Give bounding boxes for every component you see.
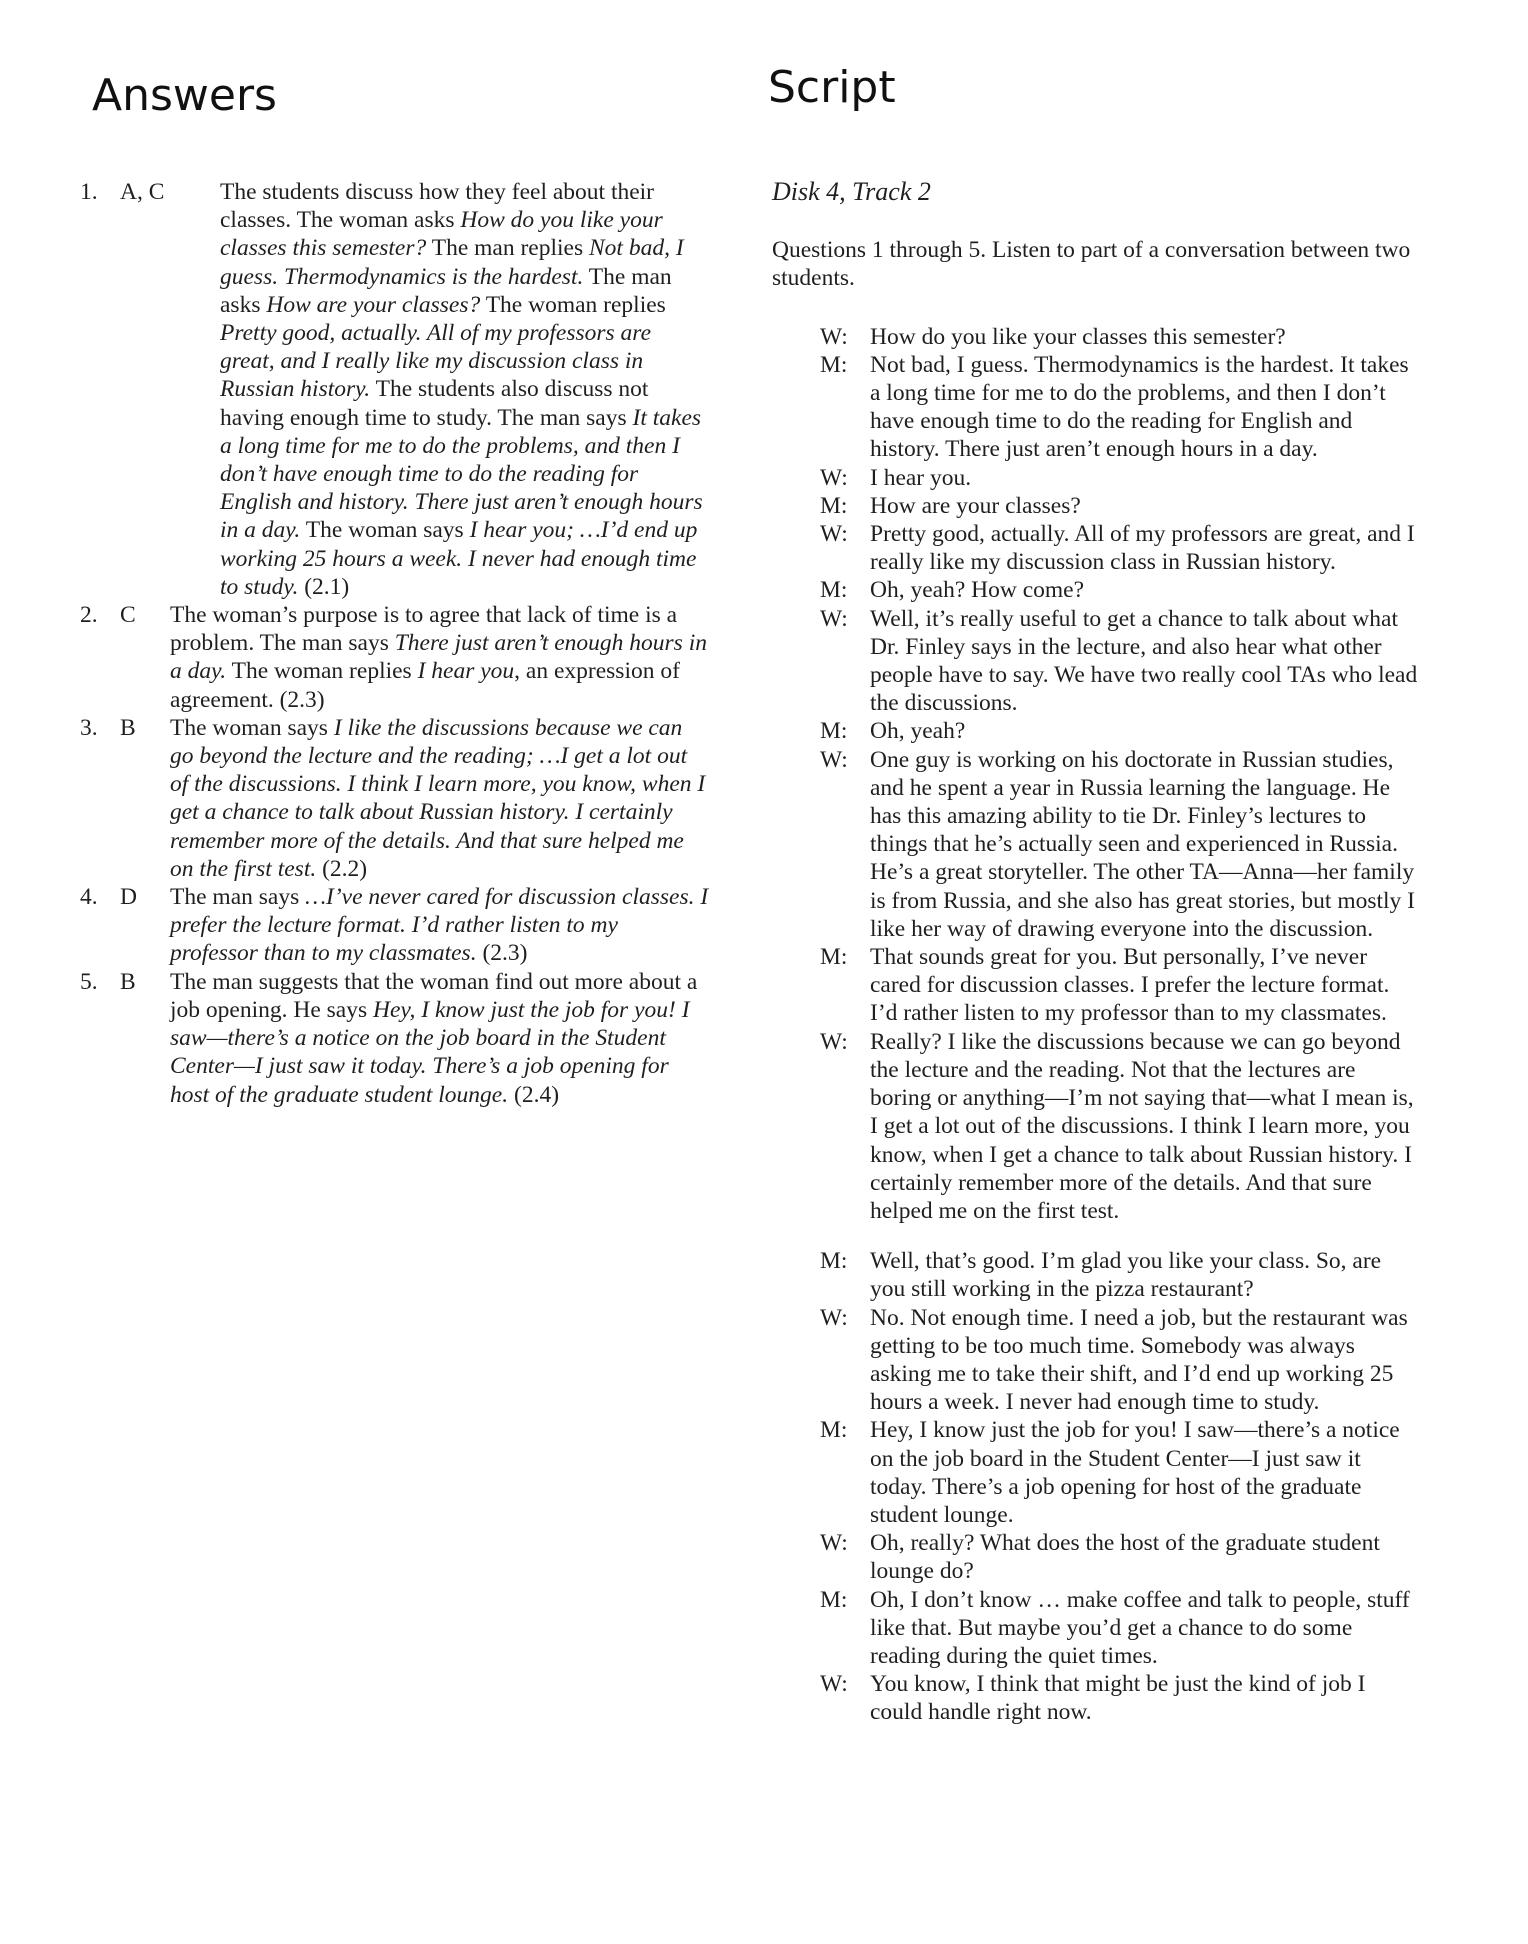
explanation-text: The woman’s purpose is to agree that lack of time is a problem. The man says [170, 602, 678, 657]
quoted-text: There just aren’t enough hours in a day. [170, 630, 707, 685]
answers-heading: Answers [92, 70, 277, 121]
answer-key: C [120, 602, 136, 629]
answer-key: B [120, 968, 136, 995]
dialogue-line: Oh, really? What does the host of the graduate student lounge do? [870, 1530, 1380, 1585]
dialogue-line: Pretty good, actually. All of my professors are great, and I really like my discussion class in Russian history. [870, 521, 1415, 576]
dialogue-line: Well, it’s really useful to get a chance to talk about what Dr. Finley says in the lecture, and also hear what other people have to say. We have two really cool TAs who lead the discussions. [870, 605, 1418, 717]
script-column [772, 178, 1432, 1727]
speaker-label: M: [820, 492, 848, 519]
answer-number: 5. [80, 968, 98, 995]
dialogue-line: Oh, yeah? How come? [870, 577, 1085, 604]
explanation-text: The man says [170, 884, 306, 911]
speaker-label: M: [820, 1586, 848, 1613]
speaker-label: W: [820, 605, 848, 632]
answer-number: 2. [80, 602, 98, 629]
dialogue-line: Really? I like the discussions because we can go beyond the lecture and the reading. Not that the lectures are boring or anything—I’m not saying that—what I mean is, I get a lot out of the discussions. I think I learn more, you know, when I get a chance to talk about Russian history. I certainly remember more of the details. And that sure helped me on the first test. [870, 1028, 1414, 1224]
speaker-label: M: [820, 944, 848, 971]
speaker-label: W: [820, 323, 848, 350]
speaker-label: M: [820, 1248, 848, 1275]
dialogue-line: No. Not enough time. I need a job, but the restaurant was getting to be too much time. Somebody was always asking me to take their shift, and I’d end up working 25 hours a week. I never had enough time to study. [870, 1304, 1408, 1416]
explanation-text: (2.2) [316, 855, 368, 882]
dialogue-turn [820, 351, 1420, 464]
speaker-label: M: [820, 577, 848, 604]
dialogue-turn [820, 746, 1420, 943]
dialogue-turn [820, 1586, 1420, 1671]
track-title: Disk 4, Track 2 [772, 177, 931, 206]
answer-item-1 [80, 178, 710, 601]
answers-column [80, 178, 710, 1109]
dialogue-turn [820, 576, 1420, 604]
answer-number: 4. [80, 884, 98, 911]
explanation-text: The woman says [300, 517, 470, 544]
dialogue-turn [820, 1247, 1420, 1303]
answer-explanation [170, 968, 710, 1109]
script-intro: Questions 1 through 5. Listen to part of a conversation between two students. [772, 237, 1411, 292]
answer-item-3 [80, 714, 710, 883]
answer-explanation [170, 714, 710, 883]
speaker-label: W: [820, 521, 848, 548]
explanation-text: The man replies [426, 235, 589, 262]
answer-item-2 [80, 601, 710, 714]
dialogue-turn [820, 1028, 1420, 1225]
explanation-text: (2.4) [508, 1081, 560, 1108]
answer-explanation [170, 883, 710, 968]
dialogue-line: I hear you. [870, 464, 972, 491]
speaker-label: W: [820, 1671, 848, 1698]
script-heading: Script [768, 62, 896, 113]
dialogue-line: That sounds great for you. But personally, I’ve never cared for discussion classes. I prefer the lecture format. I’d rather listen to my professor than to my classmates. [870, 944, 1390, 1027]
answer-number: 1. [80, 179, 98, 205]
dialogue-turn [820, 1416, 1420, 1529]
explanation-text: The students also discuss not having enough time to study. The man says [220, 376, 649, 431]
dialogue-line: Well, that’s good. I’m glad you like your class. So, are you still working in the pizza restaurant? [870, 1248, 1382, 1303]
explanation-text: The woman replies [480, 291, 666, 318]
answer-number: 3. [80, 714, 98, 741]
explanation-text: (2.3) [476, 940, 528, 967]
explanation-text: , an expression of agreement. (2.3) [170, 658, 680, 713]
answer-item-4 [80, 883, 710, 968]
dialogue-turn [820, 1670, 1420, 1726]
dialogue-turn [820, 520, 1420, 576]
dialogue-line: One guy is working on his doctorate in Russian studies, and he spent a year in Russia learning the language. He has this amazing ability to tie Dr. Finley’s lectures to things that he’s actually seen and experienced in Russia. He’s a great storyteller. The other TA—Anna—her family is from Russia, and she also has great stories, but mostly I like her way of drawing everyone into the discussion. [870, 746, 1415, 942]
speaker-label: M: [820, 718, 848, 745]
speaker-label: M: [820, 1417, 848, 1444]
dialogue-turn [820, 1529, 1420, 1585]
speaker-label: M: [820, 351, 848, 378]
quoted-text: Not bad, I guess. Thermodynamics is the hardest. [220, 235, 684, 290]
quoted-text: …I’ve never cared for discussion classes. I prefer the lecture format. I’d rather listen to my professor than to my classmates. [170, 884, 709, 967]
dialogue-line: Oh, yeah? [870, 718, 966, 745]
quoted-text: Hey, I know just the job for you! I saw—there’s a notice on the job board in the Student Center—I just saw it today. There’s a job opening for host of the graduate student lounge. [170, 996, 690, 1108]
speaker-label: W: [820, 1530, 848, 1557]
quoted-text: I like the discussions because we can go beyond the lecture and the reading; …I get a lot out of the discussions. I think I learn more, you know, when I get a chance to talk about Russian history. I certainly remember more of the details. And that sure helped me on the first test. [170, 714, 706, 882]
answer-key: A, C [120, 179, 165, 205]
dialogue-turn [820, 717, 1420, 745]
speaker-label: W: [820, 1028, 848, 1055]
dialogue-turn [820, 1304, 1420, 1417]
explanation-text: The woman says [170, 714, 334, 741]
explanation-text: The students discuss how they feel about their classes. The woman asks [220, 179, 655, 234]
dialogue-line: Not bad, I guess. Thermodynamics is the hardest. It takes a long time for me to do the problems, and then I don’t have enough time to do the reading for English and history. There just aren’t enough hours in a day. [870, 351, 1409, 463]
dialogue-line: How do you like your classes this semester? [870, 323, 1286, 350]
quoted-text: I hear you [417, 658, 515, 685]
dialogue-turn [820, 605, 1420, 718]
quoted-text: It takes a long time for me to do the problems, and then I don’t have enough time to do the reading for English and history. There just aren’t enough hours in a day. [220, 404, 703, 544]
dialogue [820, 323, 1420, 1727]
explanation-text: The woman replies [226, 658, 418, 685]
dialogue-turn [820, 943, 1420, 1028]
answer-key: B [120, 714, 136, 741]
quoted-text: I hear you; …I’d end up working 25 hours a week. I never had enough time to study. [220, 517, 698, 600]
answer-explanation [220, 178, 710, 601]
answer-key: D [120, 884, 137, 911]
quoted-text: Pretty good, actually. All of my professors are great, and I really like my discussion class in Russian history. [220, 320, 652, 403]
speaker-label: W: [820, 746, 848, 773]
speaker-label: W: [820, 464, 848, 491]
explanation-text: (2.1) [298, 573, 350, 600]
speaker-label: W: [820, 1304, 848, 1331]
answer-item-5 [80, 968, 710, 1109]
dialogue-turn [820, 464, 1420, 492]
dialogue-turn [820, 492, 1420, 520]
dialogue-line: You know, I think that might be just the kind of job I could handle right now. [870, 1671, 1366, 1726]
answer-explanation [170, 601, 710, 714]
dialogue-turn [820, 323, 1420, 351]
explanation-text: The man asks [220, 263, 672, 318]
explanation-text: The man suggests that the woman find out more about a job opening. He says [170, 968, 698, 1023]
dialogue-line: Hey, I know just the job for you! I saw—there’s a notice on the job board in the Student Center—I just saw it today. There’s a job opening for host of the graduate student lounge. [870, 1417, 1400, 1528]
quoted-text: How are your classes? [266, 291, 481, 318]
dialogue-line: Oh, I don’t know … make coffee and talk to people, stuff like that. But maybe you’d get a chance to do some reading during the quiet times. [870, 1586, 1410, 1669]
dialogue-line: How are your classes? [870, 492, 1081, 519]
quoted-text: How do you like your classes this semester? [220, 207, 663, 262]
